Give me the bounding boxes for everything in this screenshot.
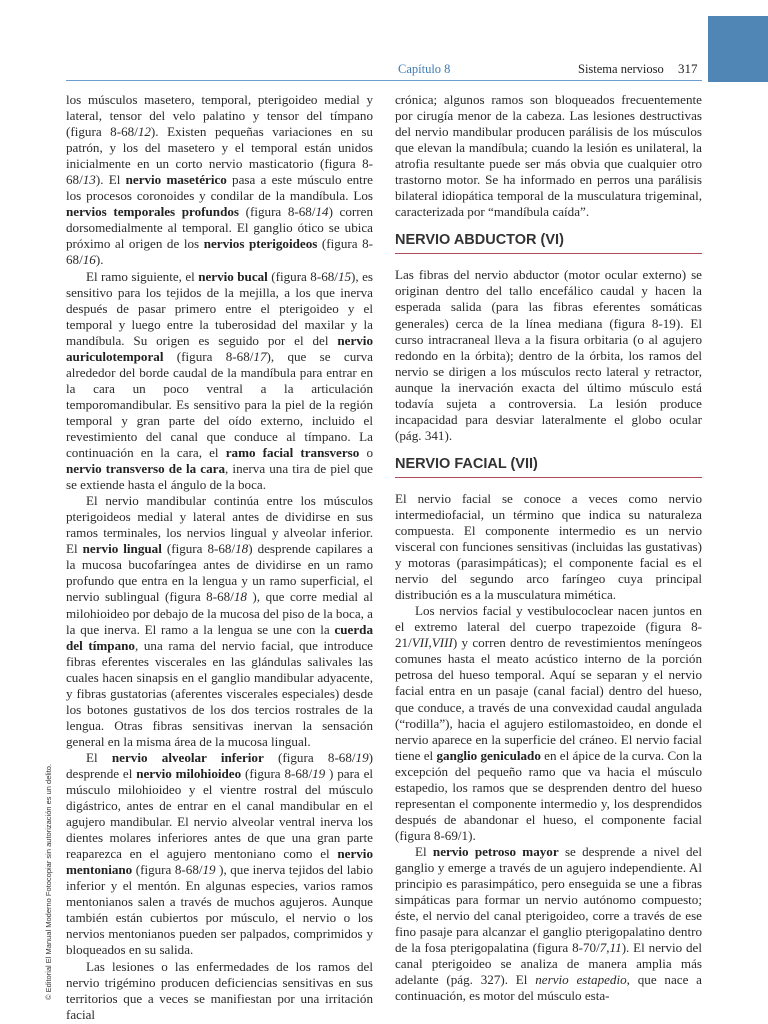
bold-term: nervio bucal — [198, 268, 268, 284]
text-run: ) para el músculo milohioideo y el vientre rostral del músculo digástrico, antes de entrar en el canal mandibular en el agujero mandibular. El nervio alveolar ventral inerva los dientes molares inferiores antes de que una gran parte reaparezca en el agujero mentoniano como el — [66, 765, 374, 862]
paragraph — [395, 603, 702, 844]
text-run: (figura 8-68/ — [161, 541, 236, 557]
italic-ref: 16 — [82, 252, 96, 268]
text-run: El nervio facial se conoce a veces como nervio intermediofacial, un término que indica su naturaleza compuesta. El componente intermedio es un nervio visceral con funciones sensitivas (incluidas las gustativas) y motoras (parasimpáticas); el componente facial es el nervio del segundo arco faríngeo cuya principal distribución es a la musculatura mimética. — [395, 490, 702, 603]
text-run: ). Existen pequeñas variaciones en su patrón, y los del masetero y el temporal están unidos inicialmente en un corto nervio masticatorio (figura 8-68/ — [66, 124, 373, 188]
italic-ref: 18 — [235, 541, 249, 557]
text-run: El — [415, 843, 433, 859]
text-run: ), que corre medial al milohioideo por debajo de la mucosa del piso de la boca, a la que inerva. El ramo a la lengua se une con la — [66, 589, 373, 637]
header-rule — [66, 80, 702, 81]
text-run: Las fibras del nervio abductor (motor ocular externo) se originan dentro del tallo encefálico caudal y hacen la esperada salida (para las fibras eferentes somáticas generales) cerca de la línea mediana (figura 8-19). El curso intracraneal lleva a la fisura orbitaria (o al agujero redondo en la órbita); dentro de la órbita, los ramos del nervio se dirigen a los músculos recto lateral y retractor, aunque la inervación exacta del último músculo está todavía sujeta a controversia. La lesión produce incapacidad para desviar lateralmente el globo ocular (pág. 341). — [395, 267, 702, 443]
paragraph — [66, 959, 373, 1023]
text-run: El — [86, 749, 112, 765]
bold-term: nervio lingual — [82, 541, 162, 557]
section-label: Sistema nervioso — [578, 62, 664, 76]
text-run: ) desprende capilares a la mucosa bucofaríngea antes de dividirse en un ramo profundo que entra en la lengua y un ramo superficial, el nervio sublingual (figura 8-68/ — [66, 541, 373, 605]
italic-ref: 14 — [315, 204, 329, 220]
paragraph — [395, 92, 702, 220]
copyright-notice: © Editorial El Manual Moderno Fotocopiar sin autorización es un delito. — [44, 763, 53, 1000]
text-run: Los nervios facial y vestibulococlear nacen juntos en el extremo lateral del cuerpo trapezoide (figura 8-21/ — [395, 603, 702, 651]
italic-ref: 17 — [253, 348, 267, 364]
text-run: El nervio mandibular continúa entre los músculos pterigoideos medial y lateral antes de dividirse en sus ramos terminales, los nervios lingual y alveolar inferior. El — [66, 493, 373, 557]
text-run: ), es sensitivo para los tejidos de la mejilla, a los que inerva después de pasar primero entre el pterigoideo y el temporal y luego entre la tuberosidad del maxilar y la mandíbula. Su origen es seguido por el del — [66, 268, 373, 348]
paragraph — [66, 493, 373, 750]
paragraph — [395, 491, 702, 603]
paragraph — [395, 267, 702, 444]
text-run: (figura 8-68/ — [66, 236, 373, 268]
text-run: , inerva una tira de piel que se extiende hasta el ángulo de la boca. — [66, 461, 373, 493]
text-run: ). El nervio del canal pterigoideo se analiza de manera amplia más adelante (pág. 327). El — [395, 940, 702, 988]
bold-term: cuerda del tímpano — [66, 621, 373, 653]
text-run: (figura 8-68/ — [132, 862, 203, 878]
chapter-color-tab — [708, 16, 768, 82]
italic-ref: nervio estapedio — [535, 972, 627, 988]
text-run: crónica; algunos ramos son bloqueados frecuentemente por cirugía menor de la cabeza. Las lesiones destructivas del nervio mandibular producen parálisis de los músculos que elevan la mandíbula; cuando la lesión es unilateral, la atrofia resultante puede ser más obvia que cualquier otro trastorno motor. Se ha informado en perros una parálisis bilateral idiopática temporal de la musculatura trigeminal, caracterizada por “mandíbula caída”. — [395, 92, 702, 220]
bold-term: nervios temporales profundos — [66, 204, 240, 220]
bold-term: nervio auriculotemporal — [66, 332, 373, 364]
text-run: pasa a este músculo entre los procesos coronoides y condilar de la mandíbula. Los — [66, 172, 373, 204]
italic-ref: 19 — [355, 749, 369, 765]
text-run: ), que inerva tejidos del labio inferior y el mentón. En algunas especies, varios ramos mentonianos salen a través de muchos agujeros. Aunque también están cubiertos por músculo, el nervio o los nervios mentonianos pueden ser palpados, comprimidos y bloqueados en su salida. — [66, 862, 373, 958]
section-heading-abducens: NERVIO ABDUCTOR (VI) — [395, 231, 702, 254]
bold-term: nervio alveolar inferior — [111, 749, 264, 765]
italic-ref: 19 — [202, 862, 216, 878]
text-run: los músculos masetero, temporal, pterigoideo medial y lateral, tensor del velo palatino y tensor del tímpano (figura 8-68/ — [66, 92, 373, 140]
italic-ref: 19 — [312, 765, 326, 781]
text-run: ) desprende el — [66, 749, 374, 781]
text-run: (figura 8-68/ — [241, 765, 313, 781]
bold-term: ganglio geniculado — [436, 747, 541, 763]
bold-term: nervio milohioideo — [136, 765, 242, 781]
section-heading-facial: NERVIO FACIAL (VII) — [395, 455, 702, 478]
bold-term: nervio transverso de la cara — [66, 461, 226, 477]
text-run: El ramo siguiente, el — [86, 268, 199, 284]
bold-term: nervios pterigoideos — [203, 236, 318, 252]
paragraph — [395, 844, 702, 1004]
bold-term: nervio mentoniano — [66, 846, 373, 878]
chapter-label: Capítulo 8 — [398, 62, 451, 76]
text-run: en el ápice de la curva. Con la excepción del pequeño ramo que va hacia el músculo estapedio, los ramos que se desprenden dentro del hueso representan el componente intermedio y, los desprendidos después de abandonar el hueso, el componente facial (figura 8-69/1). — [395, 747, 702, 843]
italic-ref: 12 — [137, 124, 151, 140]
italic-ref: 7,11 — [599, 940, 622, 956]
text-run: ). El — [95, 172, 126, 188]
text-run: ) corren dorsomedialmente al temporal. El ganglio ótico se ubica próximo al origen de los — [66, 204, 373, 252]
text-run: o — [359, 445, 373, 461]
text-run: ). — [95, 252, 104, 268]
paragraph — [66, 92, 373, 269]
text-run: (figura 8-68/ — [239, 204, 316, 220]
bold-term: ramo facial transverso — [225, 445, 360, 461]
bold-term: nervio petroso mayor — [432, 843, 559, 859]
left-column — [66, 92, 373, 1023]
text-run: (figura 8-68/ — [163, 348, 254, 364]
page-header — [66, 58, 700, 82]
right-column — [395, 92, 702, 1004]
italic-ref: VII,VIII — [411, 635, 453, 651]
text-run: se desprende a nivel del ganglio y emerge a través de un agujero independiente. Al principio es parasimpático, pero enseguida se une a fibras simpáticas para formar un nervio autónomo compuesto; éste, el nervio del canal pterigoideo, corre a través de ese fino pasaje para alcanzar el ganglio pterigopalatino dentro de la fosa pterigopalatina (figura 8-70/ — [395, 843, 702, 956]
text-run: (figura 8-68/ — [263, 749, 356, 765]
paragraph — [66, 750, 373, 959]
bold-term: nervio masetérico — [125, 172, 227, 188]
italic-ref: 15 — [337, 268, 352, 284]
paragraph — [66, 269, 373, 494]
text-run: , una rama del nervio facial, que introduce fibras eferentes viscerales en las glándulas salivales las cuales hacen sinapsis en el ganglio mandibular adyacente, y fibras gustatorias (aferentes viscerales especiales) desde los botones gustativos de los dos tercios rostrales de la lengua. Otras fibras sensitivas inervan la sensación general en la misma área de la mucosa lingual. — [66, 637, 373, 749]
text-run: ) y corren dentro de revestimientos meníngeos comunes hasta el meato acústico interno de la porción petrosa del hueso temporal. Aquí se separan y el nervio facial entra en un pasaje (canal facial) dentro del hueso, que conduce, a través de una convexidad caudal angulada (“rodilla”), hacia el agujero estilomastoideo, en donde el nervio aparece en la superficie del cráneo. El nervio facial tiene el — [395, 635, 702, 763]
italic-ref: 13 — [82, 172, 96, 188]
text-run: (figura 8-68/ — [267, 268, 338, 284]
italic-ref: 18 — [233, 589, 247, 605]
text-run: Las lesiones o las enfermedades de los ramos del nervio trigémino producen deficiencias sensitivas en sus territorios que a veces se manifiestan por una irritación facial — [66, 958, 373, 1022]
text-run: , que nace a continuación, es motor del músculo esta- — [395, 972, 702, 1004]
text-run: ), que se curva alrededor del borde caudal de la mandíbula para entrar en la cara un poco ventral a la articulación temporomandibular. Es sensitivo para la piel de la región temporal y gran parte del oído externo, incluido el revestimiento del canal que conduce al tímpano. La continuación en la cara, el — [66, 348, 373, 461]
page-number: 317 — [678, 61, 698, 76]
